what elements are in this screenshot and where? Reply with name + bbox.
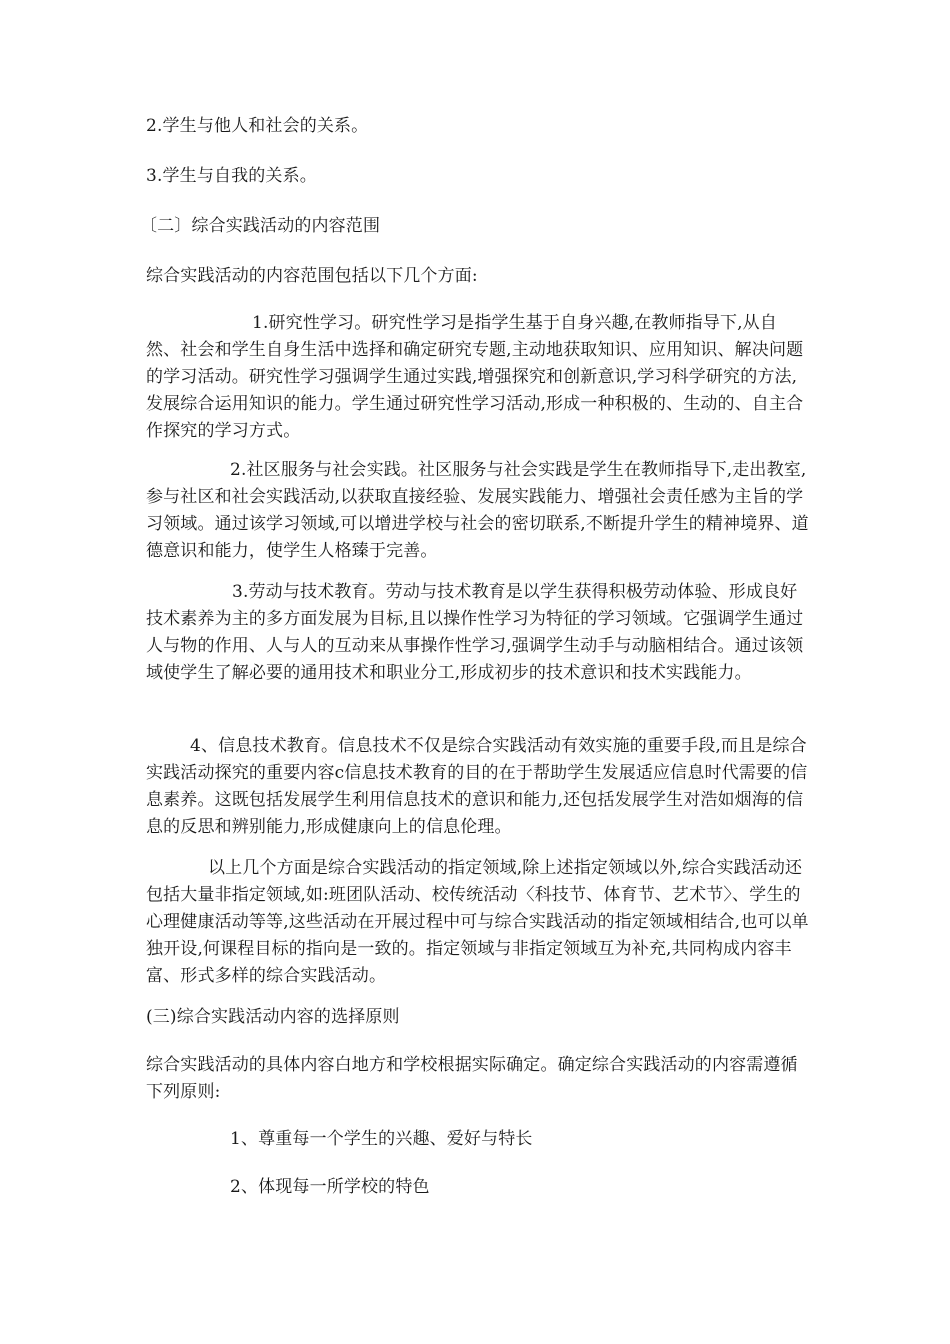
section-heading-content-scope: 〔二〕综合实践活动的内容范围 xyxy=(140,216,381,236)
scope-intro-paragraph: 综合实践活动的内容范围包括以下几个方面: xyxy=(146,266,478,286)
principle-item-respect-interests: 1、尊重每一个学生的兴趣、爱好与特长 xyxy=(230,1129,533,1149)
list-item-relation-others: 2.学生与他人和社会的关系。 xyxy=(146,116,369,136)
principles-intro-paragraph: 综合实践活动的具体内容白地方和学校根据实际确定。确定综合实践活动的内容需遵循下列原则: xyxy=(146,1055,798,1102)
principle-item-school-features: 2、体现每一所学校的特色 xyxy=(230,1177,430,1197)
paragraph-research-learning: 1.研究性学习。研究性学习是指学生基于自身兴趣,在教师指导下,从自然、社会和学生自身生活中选择和确定研究专题,主动地获取知识、应用知识、解决问题的学习活动。研究性学习强调学生通过实践,增强探究和创新意识,学习科学研究的方法,发展综合运用知识的能力。学生通过研究性学习活动,形成一种积极的、生动的、自主合作探究的学习方式。 xyxy=(146,313,804,441)
paragraph-community-service: 2.社区服务与社会实践。社区服务与社会实践是学生在教师指导下,走出教室,参与社区和社会实践活动,以获取直接经验、发展实践能力、增强社会责任感为主旨的学习领域。通过该学习领域,可以增进学校与社会的密切联系,不断提升学生的精神境界、道德意识和能力，使学生人格臻于完善。 xyxy=(146,460,809,561)
paragraph-designated-domains: 以上几个方面是综合实践活动的指定领域,除上述指定领域以外,综合实践活动还包括大量非指定领域,如:班团队活动、校传统活动〈科技节、体育节、艺术节〉、学生的心理健康活动等等,这些活动在开展过程中可与综合实践活动的指定领域相结合,也可以单独开设,何课程目标的指向是一致的。指定领域与非指定领域互为补充,共同构成内容丰富、形式多样的综合实践活动。 xyxy=(146,858,809,986)
paragraph-information-technology: 4、信息技术教育。信息技术不仅是综合实践活动有效实施的重要手段,而且是综合实践活动探究的重要内容c信息技术教育的目的在于帮助学生发展适应信息时代需要的信息素养。这既包括发展学生利用信息技术的意识和能力,还包括发展学生对浩如烟海的信息的反思和辨别能力,形成健康向上的信息伦理。 xyxy=(146,736,808,837)
section-heading-selection-principles: (三)综合实践活动内容的选择原则 xyxy=(146,1007,400,1027)
paragraph-labor-technology: 3.劳动与技术教育。劳动与技术教育是以学生获得积极劳动体验、形成良好技术素养为主的多方面发展为目标,且以操作性学习为特征的学习领域。它强调学生通过人与物的作用、人与人的互动来从事操作性学习,强调学生动手与动脑相结合。通过该领域使学生了解必要的通用技术和职业分工,形成初步的技术意识和技术实践能力。 xyxy=(146,582,804,683)
list-item-relation-self: 3.学生与自我的关系。 xyxy=(146,166,317,186)
